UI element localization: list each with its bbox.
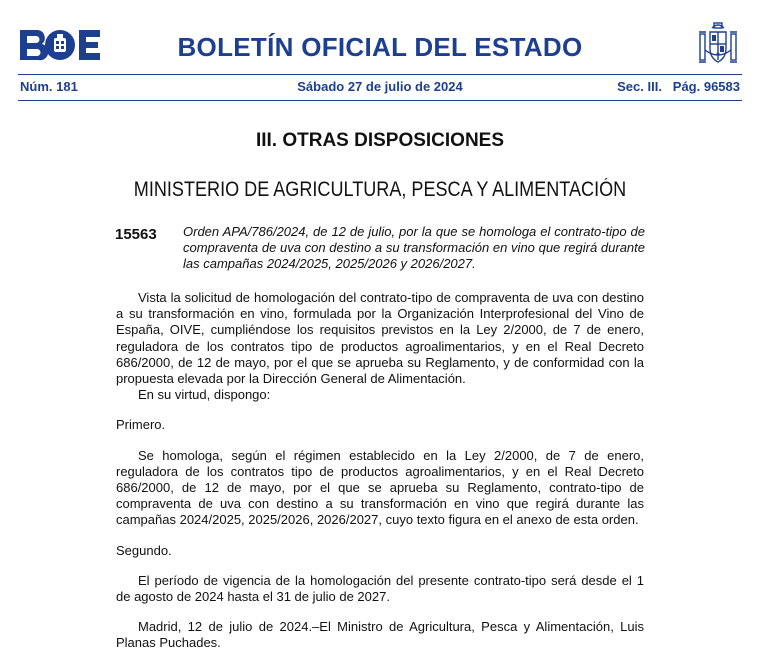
document-body [116,290,644,652]
gazette-title: BOLETÍN OFICIAL DEL ESTADO [177,32,583,62]
article-heading-segundo: Segundo. [116,542,172,558]
article-heading-primero: Primero. [116,417,166,433]
paragraph-preamble: Vista la solicitud de homologación del contrato-tipo de compraventa de uva con destino a su transformación en vino, formulada por la Organización Interprofesional del Vino de España, OIVE, cumpliéndose los requisitos previstos en la Ley 2/2000, de 7 de enero, reguladora de los contratos tipo de productos agroalimentarios, y en el Real Decreto 686/2000, de 12 de mayo, por el que se aprueba su Reglamento, y de conformidad con la propuesta elevada por la Dirección General de Alimentación. [116,290,644,387]
order-title: Orden APA/786/2024, de 12 de julio, por la que se homologa el contrato-tipo de compraventa de uva con destino a su transformación en vino que regirá durante las campañas 2024/2025, 2025/2026 y 2026/2027. [183,224,645,272]
issue-date: Sábado 27 de julio de 2024 [297,79,463,94]
header-top-rule [18,74,742,75]
order-number: 15563 [115,226,157,243]
issue-number: Núm. 181 [20,79,78,94]
section-page: Sec. III. Pág. 96583 [617,79,740,94]
section-heading: III. OTRAS DISPOSICIONES [255,130,505,151]
ministry-heading: MINISTERIO DE AGRICULTURA, PESCA Y ALIMENTACIÓN [133,178,627,201]
signature-paragraph: Madrid, 12 de julio de 2024.–El Ministro de Agricultura, Pesca y Alimentación, Luis Planas Puchades. [116,619,644,651]
header-bottom-rule [18,100,742,101]
paragraph-dispongo: En su virtud, dispongo: [138,387,271,403]
paragraph-segundo: El período de vigencia de la homologación del presente contrato-tipo será desde el 1 de agosto de 2024 hasta el 31 de julio de 2027. [116,572,644,605]
paragraph-primero: Se homologa, según el régimen establecido en la Ley 2/2000, de 7 de enero, reguladora de los contratos tipo de productos agroalimentarios, y en el Real Decreto 686/2000, de 12 de mayo, por el que se aprueba su Reglamento, contrato-tipo de compraventa de uva con destino a su transformación en vino que regirá durante las campañas 2024/2025, 2025/2026, 2026/2027, cuyo texto figura en el anexo de esta orden. [116,447,644,528]
coat-of-arms-icon [696,20,740,70]
